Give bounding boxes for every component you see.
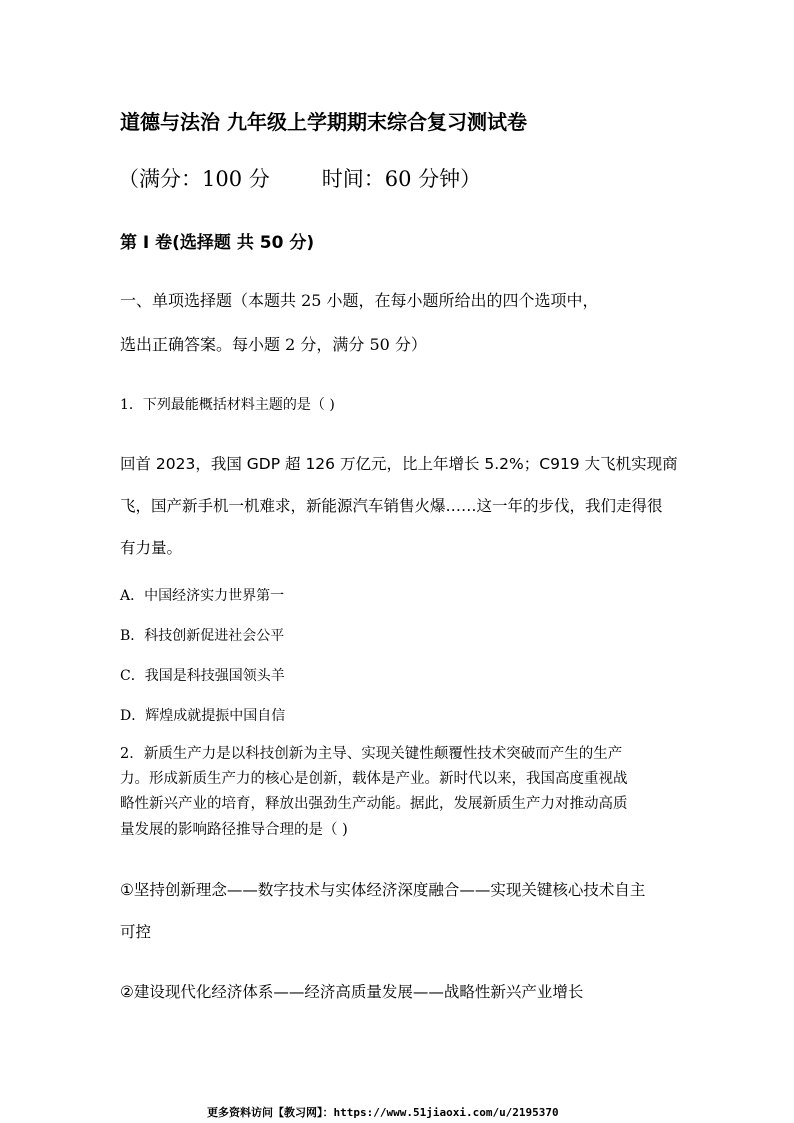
section-title: 第 I 卷(选择题 共 50 分) <box>120 233 315 253</box>
question-1-material-line-3: 有力量。 <box>120 539 183 557</box>
question-2-statement-1-line-2: 可控 <box>120 923 152 941</box>
question-1-option-d: D．辉煌成就提振中国自信 <box>120 708 286 724</box>
question-2-stem-line-1: 2．新质生产力是以科技创新为主导、实现关键性颠覆性技术突破而产生的生产 <box>120 746 623 762</box>
question-1-option-b: B．科技创新促进社会公平 <box>120 628 285 644</box>
question-1-option-a: A．中国经济实力世界第一 <box>120 588 285 604</box>
question-1-material-line-1: 回首 2023，我国 GDP 超 126 万亿元，比上年增长 5.2%；C919 大飞机实现商 <box>120 455 678 473</box>
question-1-material-line-2: 飞，国产新手机一机难求，新能源汽车销售火爆……这一年的步伐，我们走得很 <box>120 497 663 515</box>
question-2-statement-2: ②建设现代化经济体系——经济高质量发展——战略性新兴产业增长 <box>120 983 584 1001</box>
exam-title: 道德与法治 九年级上学期期末综合复习测试卷 <box>120 110 527 134</box>
question-1-option-c: C．我国是科技强国领头羊 <box>120 668 285 684</box>
time-limit-text: 时间：60 分钟） <box>321 167 482 191</box>
footer-link-text[interactable]: 更多资料访问【教习网】：https://www.51jiaoxi.com/u/2195370 <box>207 1106 559 1119</box>
section-instruction-line-2: 选出正确答案。每小题 2 分，满分 50 分） <box>120 335 427 354</box>
question-1-stem: 1．下列最能概括材料主题的是（ ) <box>120 397 335 413</box>
section-instruction-line-1: 一、单项选择题（本题共 25 小题，在每小题所给出的四个选项中， <box>120 291 599 310</box>
exam-subtitle <box>118 163 481 193</box>
full-score-text: （满分：100 分 <box>118 167 270 191</box>
question-2-statement-1-line-1: ①坚持创新理念——数字技术与实体经济深度融合——实现关键核心技术自主 <box>120 881 646 899</box>
question-2-stem-line-2: 力。形成新质生产力的核心是创新，载体是产业。新时代以来，我国高度重视战 <box>120 771 628 787</box>
question-2-stem-line-4: 量发展的影响路径推导合理的是（ ) <box>120 822 348 838</box>
question-2-stem-line-3: 略性新兴产业的培育，释放出强劲生产动能。据此，发展新质生产力对推动高质 <box>120 796 628 812</box>
